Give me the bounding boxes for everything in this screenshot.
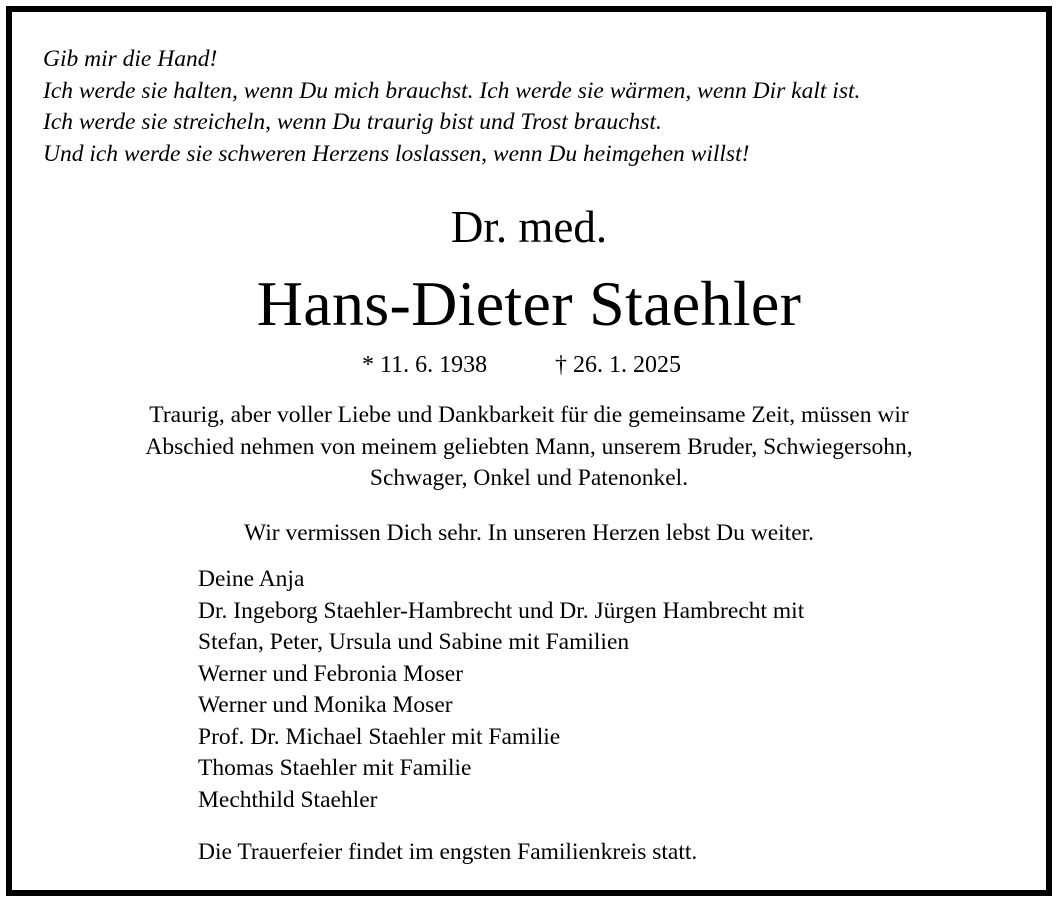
remembrance-line: Wir vermissen Dich sehr. In unseren Herzen lebst Du weiter.	[243, 520, 815, 546]
poem-line: Und ich werde sie schweren Herzens loslassen, wenn Du heimgehen willst!	[43, 140, 750, 167]
funeral-note: Die Trauerfeier findet im engsten Familienkreis statt.	[198, 839, 698, 865]
message-line: Abschied nehmen von meinem geliebten Mann, unserem Bruder, Schwiegersohn,	[145, 433, 913, 460]
message-line: Schwager, Onkel und Patenonkel.	[369, 465, 689, 491]
death-date: † 26. 1. 2025	[555, 352, 681, 378]
academic-title: Dr. med.	[450, 202, 608, 252]
mourner-entry: Thomas Staehler mit Familie	[198, 755, 472, 781]
mourner-entry: Dr. Ingeborg Staehler-Hambrecht und Dr. Jürgen Hambrecht mit	[198, 597, 805, 624]
poem-line: Ich werde sie halten, wenn Du mich brauchst. Ich werde sie wärmen, wenn Dir kalt ist.	[43, 77, 861, 104]
mourner-entry: Stefan, Peter, Ursula und Sabine mit Familien	[198, 629, 630, 655]
mourners-list	[198, 564, 804, 816]
obituary-notice	[6, 6, 1052, 896]
mourner-entry: Werner und Monika Moser	[198, 692, 453, 718]
deceased-name: Hans-Dieter Staehler	[256, 268, 802, 339]
poem-line: Gib mir die Hand!	[43, 46, 218, 72]
mourning-message	[12, 400, 1046, 495]
mourner-entry: Deine Anja	[198, 566, 305, 592]
message-line: Traurig, aber voller Liebe und Dankbarkeit für die gemeinsame Zeit, müssen wir	[149, 402, 909, 428]
poem	[43, 44, 860, 170]
birth-date: * 11. 6. 1938	[362, 352, 488, 378]
mourner-entry: Prof. Dr. Michael Staehler mit Familie	[198, 723, 561, 750]
mourner-entry: Mechthild Staehler	[198, 786, 378, 813]
poem-line: Ich werde sie streicheln, wenn Du traurig bist und Trost brauchst.	[43, 109, 662, 135]
mourner-entry: Werner und Febronia Moser	[198, 660, 464, 687]
